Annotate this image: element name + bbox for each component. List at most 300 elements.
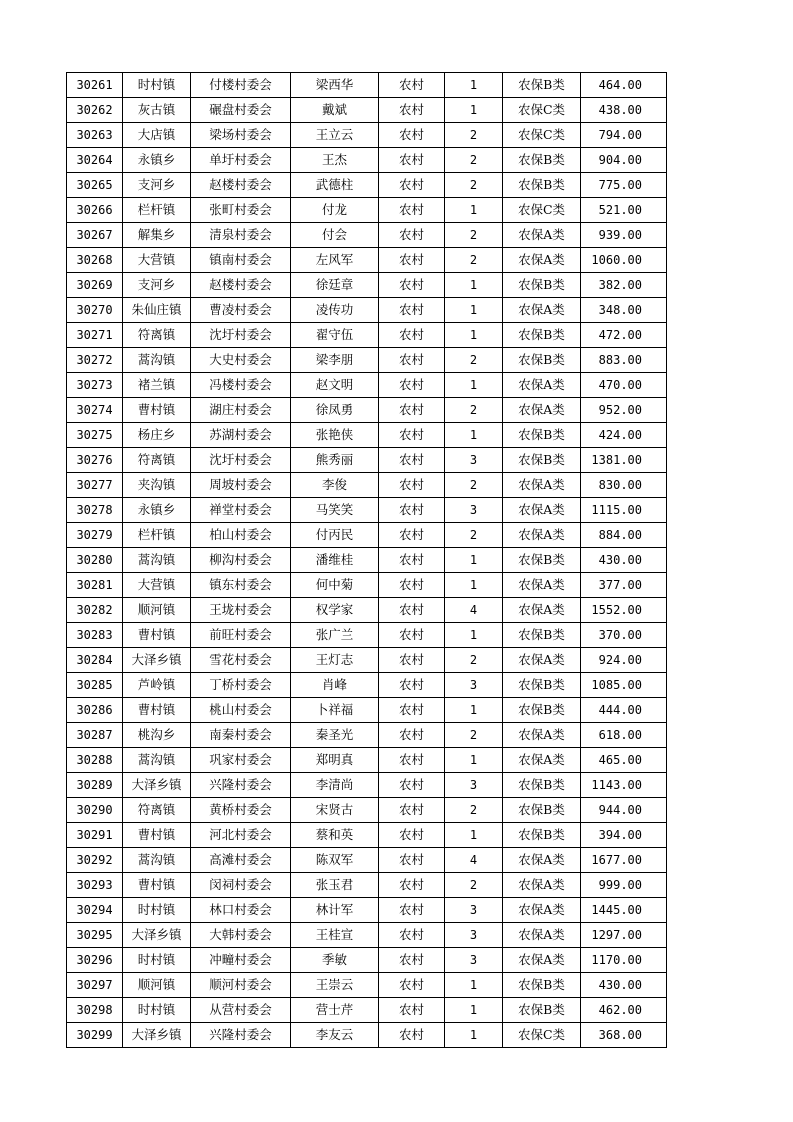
person-name-cell: 郑明真 — [291, 748, 379, 773]
amount-cell: 470.00 — [581, 373, 667, 398]
insurance-category-cell: 农保A类 — [503, 748, 581, 773]
insurance-category-cell: 农保A类 — [503, 948, 581, 973]
record-id-cell: 30271 — [67, 323, 123, 348]
area-type-cell: 农村 — [379, 298, 445, 323]
area-type-cell: 农村 — [379, 73, 445, 98]
household-count-cell: 2 — [445, 873, 503, 898]
township-cell: 时村镇 — [123, 898, 191, 923]
table-row — [67, 1023, 667, 1048]
township-cell: 支河乡 — [123, 273, 191, 298]
table-row — [67, 573, 667, 598]
insurance-category-cell: 农保B类 — [503, 798, 581, 823]
village-committee-cell: 冲疃村委会 — [191, 948, 291, 973]
household-count-cell: 4 — [445, 598, 503, 623]
household-count-cell: 1 — [445, 698, 503, 723]
amount-cell: 521.00 — [581, 198, 667, 223]
township-cell: 支河乡 — [123, 173, 191, 198]
township-cell: 大泽乡镇 — [123, 1023, 191, 1048]
village-committee-cell: 清泉村委会 — [191, 223, 291, 248]
record-id-cell: 30286 — [67, 698, 123, 723]
township-cell: 桃沟乡 — [123, 723, 191, 748]
township-cell: 时村镇 — [123, 73, 191, 98]
amount-cell: 775.00 — [581, 173, 667, 198]
amount-cell: 394.00 — [581, 823, 667, 848]
person-name-cell: 梁西华 — [291, 73, 379, 98]
record-id-cell: 30280 — [67, 548, 123, 573]
area-type-cell: 农村 — [379, 898, 445, 923]
table-row — [67, 723, 667, 748]
amount-cell: 424.00 — [581, 423, 667, 448]
table-row — [67, 273, 667, 298]
insurance-category-cell: 农保C类 — [503, 1023, 581, 1048]
record-id-cell: 30292 — [67, 848, 123, 873]
person-name-cell: 赵文明 — [291, 373, 379, 398]
township-cell: 灰古镇 — [123, 98, 191, 123]
amount-cell: 1115.00 — [581, 498, 667, 523]
insurance-category-cell: 农保A类 — [503, 648, 581, 673]
household-count-cell: 1 — [445, 323, 503, 348]
record-id-cell: 30293 — [67, 873, 123, 898]
table-row — [67, 148, 667, 173]
allowance-table — [66, 72, 667, 1048]
insurance-category-cell: 农保A类 — [503, 398, 581, 423]
village-committee-cell: 闵祠村委会 — [191, 873, 291, 898]
township-cell: 大营镇 — [123, 248, 191, 273]
table-row — [67, 198, 667, 223]
household-count-cell: 1 — [445, 423, 503, 448]
area-type-cell: 农村 — [379, 173, 445, 198]
township-cell: 大泽乡镇 — [123, 923, 191, 948]
village-committee-cell: 南秦村委会 — [191, 723, 291, 748]
person-name-cell: 王灯志 — [291, 648, 379, 673]
household-count-cell: 1 — [445, 623, 503, 648]
township-cell: 时村镇 — [123, 948, 191, 973]
amount-cell: 999.00 — [581, 873, 667, 898]
record-id-cell: 30287 — [67, 723, 123, 748]
insurance-category-cell: 农保A类 — [503, 373, 581, 398]
township-cell: 顺河镇 — [123, 973, 191, 998]
person-name-cell: 张艳侠 — [291, 423, 379, 448]
household-count-cell: 2 — [445, 473, 503, 498]
amount-cell: 382.00 — [581, 273, 667, 298]
table-row — [67, 423, 667, 448]
amount-cell: 884.00 — [581, 523, 667, 548]
area-type-cell: 农村 — [379, 398, 445, 423]
township-cell: 蒿沟镇 — [123, 748, 191, 773]
area-type-cell: 农村 — [379, 373, 445, 398]
household-count-cell: 1 — [445, 548, 503, 573]
person-name-cell: 王立云 — [291, 123, 379, 148]
table-row — [67, 98, 667, 123]
record-id-cell: 30279 — [67, 523, 123, 548]
person-name-cell: 肖峰 — [291, 673, 379, 698]
person-name-cell: 林计军 — [291, 898, 379, 923]
record-id-cell: 30283 — [67, 623, 123, 648]
amount-cell: 1170.00 — [581, 948, 667, 973]
village-committee-cell: 沈圩村委会 — [191, 448, 291, 473]
amount-cell: 370.00 — [581, 623, 667, 648]
table-row — [67, 948, 667, 973]
record-id-cell: 30274 — [67, 398, 123, 423]
area-type-cell: 农村 — [379, 273, 445, 298]
area-type-cell: 农村 — [379, 848, 445, 873]
insurance-category-cell: 农保B类 — [503, 73, 581, 98]
insurance-category-cell: 农保B类 — [503, 673, 581, 698]
household-count-cell: 3 — [445, 898, 503, 923]
insurance-category-cell: 农保B类 — [503, 448, 581, 473]
amount-cell: 1297.00 — [581, 923, 667, 948]
village-committee-cell: 镇东村委会 — [191, 573, 291, 598]
village-committee-cell: 付楼村委会 — [191, 73, 291, 98]
insurance-category-cell: 农保B类 — [503, 973, 581, 998]
table-row — [67, 548, 667, 573]
person-name-cell: 戴斌 — [291, 98, 379, 123]
village-committee-cell: 湖庄村委会 — [191, 398, 291, 423]
insurance-category-cell: 农保B类 — [503, 823, 581, 848]
amount-cell: 904.00 — [581, 148, 667, 173]
record-id-cell: 30291 — [67, 823, 123, 848]
area-type-cell: 农村 — [379, 523, 445, 548]
area-type-cell: 农村 — [379, 223, 445, 248]
area-type-cell: 农村 — [379, 673, 445, 698]
insurance-category-cell: 农保A类 — [503, 898, 581, 923]
area-type-cell: 农村 — [379, 623, 445, 648]
area-type-cell: 农村 — [379, 123, 445, 148]
village-committee-cell: 张町村委会 — [191, 198, 291, 223]
amount-cell: 883.00 — [581, 348, 667, 373]
amount-cell: 462.00 — [581, 998, 667, 1023]
person-name-cell: 付龙 — [291, 198, 379, 223]
person-name-cell: 武德柱 — [291, 173, 379, 198]
household-count-cell: 1 — [445, 998, 503, 1023]
village-committee-cell: 大史村委会 — [191, 348, 291, 373]
village-committee-cell: 苏湖村委会 — [191, 423, 291, 448]
person-name-cell: 季敏 — [291, 948, 379, 973]
table-row — [67, 798, 667, 823]
record-id-cell: 30277 — [67, 473, 123, 498]
township-cell: 栏杆镇 — [123, 198, 191, 223]
insurance-category-cell: 农保A类 — [503, 573, 581, 598]
insurance-category-cell: 农保A类 — [503, 848, 581, 873]
table-row — [67, 648, 667, 673]
insurance-category-cell: 农保B类 — [503, 273, 581, 298]
record-id-cell: 30275 — [67, 423, 123, 448]
area-type-cell: 农村 — [379, 598, 445, 623]
person-name-cell: 徐廷章 — [291, 273, 379, 298]
table-row — [67, 448, 667, 473]
village-committee-cell: 禅堂村委会 — [191, 498, 291, 523]
household-count-cell: 2 — [445, 523, 503, 548]
table-row — [67, 248, 667, 273]
village-committee-cell: 顺河村委会 — [191, 973, 291, 998]
household-count-cell: 2 — [445, 223, 503, 248]
village-committee-cell: 碾盘村委会 — [191, 98, 291, 123]
household-count-cell: 2 — [445, 648, 503, 673]
insurance-category-cell: 农保A类 — [503, 298, 581, 323]
household-count-cell: 1 — [445, 573, 503, 598]
household-count-cell: 3 — [445, 948, 503, 973]
table-row — [67, 323, 667, 348]
household-count-cell: 3 — [445, 498, 503, 523]
person-name-cell: 王桂宣 — [291, 923, 379, 948]
township-cell: 大泽乡镇 — [123, 773, 191, 798]
table-row — [67, 598, 667, 623]
person-name-cell: 马笑笑 — [291, 498, 379, 523]
township-cell: 顺河镇 — [123, 598, 191, 623]
amount-cell: 377.00 — [581, 573, 667, 598]
village-committee-cell: 柏山村委会 — [191, 523, 291, 548]
record-id-cell: 30289 — [67, 773, 123, 798]
amount-cell: 944.00 — [581, 798, 667, 823]
person-name-cell: 李友云 — [291, 1023, 379, 1048]
village-committee-cell: 沈圩村委会 — [191, 323, 291, 348]
household-count-cell: 1 — [445, 73, 503, 98]
household-count-cell: 3 — [445, 673, 503, 698]
amount-cell: 1445.00 — [581, 898, 667, 923]
record-id-cell: 30285 — [67, 673, 123, 698]
amount-cell: 472.00 — [581, 323, 667, 348]
household-count-cell: 2 — [445, 173, 503, 198]
amount-cell: 794.00 — [581, 123, 667, 148]
household-count-cell: 2 — [445, 398, 503, 423]
village-committee-cell: 梁场村委会 — [191, 123, 291, 148]
insurance-category-cell: 农保A类 — [503, 498, 581, 523]
village-committee-cell: 兴隆村委会 — [191, 773, 291, 798]
record-id-cell: 30266 — [67, 198, 123, 223]
record-id-cell: 30284 — [67, 648, 123, 673]
record-id-cell: 30281 — [67, 573, 123, 598]
person-name-cell: 李清尚 — [291, 773, 379, 798]
table-row — [67, 348, 667, 373]
village-committee-cell: 冯楼村委会 — [191, 373, 291, 398]
record-id-cell: 30265 — [67, 173, 123, 198]
household-count-cell: 1 — [445, 973, 503, 998]
person-name-cell: 左风军 — [291, 248, 379, 273]
area-type-cell: 农村 — [379, 198, 445, 223]
area-type-cell: 农村 — [379, 823, 445, 848]
table-row — [67, 398, 667, 423]
insurance-category-cell: 农保C类 — [503, 123, 581, 148]
area-type-cell: 农村 — [379, 423, 445, 448]
table-row — [67, 623, 667, 648]
township-cell: 蒿沟镇 — [123, 348, 191, 373]
household-count-cell: 2 — [445, 148, 503, 173]
township-cell: 曹村镇 — [123, 823, 191, 848]
person-name-cell: 蔡和英 — [291, 823, 379, 848]
area-type-cell: 农村 — [379, 648, 445, 673]
village-committee-cell: 王垅村委会 — [191, 598, 291, 623]
person-name-cell: 熊秀丽 — [291, 448, 379, 473]
record-id-cell: 30269 — [67, 273, 123, 298]
person-name-cell: 凌传功 — [291, 298, 379, 323]
insurance-category-cell: 农保B类 — [503, 773, 581, 798]
household-count-cell: 1 — [445, 198, 503, 223]
household-count-cell: 3 — [445, 448, 503, 473]
table-row — [67, 673, 667, 698]
area-type-cell: 农村 — [379, 873, 445, 898]
household-count-cell: 2 — [445, 798, 503, 823]
household-count-cell: 3 — [445, 923, 503, 948]
area-type-cell: 农村 — [379, 923, 445, 948]
township-cell: 蒿沟镇 — [123, 848, 191, 873]
amount-cell: 348.00 — [581, 298, 667, 323]
record-id-cell: 30288 — [67, 748, 123, 773]
area-type-cell: 农村 — [379, 798, 445, 823]
village-committee-cell: 从营村委会 — [191, 998, 291, 1023]
table-row — [67, 73, 667, 98]
insurance-category-cell: 农保B类 — [503, 548, 581, 573]
village-committee-cell: 镇南村委会 — [191, 248, 291, 273]
record-id-cell: 30263 — [67, 123, 123, 148]
record-id-cell: 30273 — [67, 373, 123, 398]
record-id-cell: 30262 — [67, 98, 123, 123]
record-id-cell: 30297 — [67, 973, 123, 998]
township-cell: 永镇乡 — [123, 498, 191, 523]
township-cell: 符离镇 — [123, 798, 191, 823]
township-cell: 符离镇 — [123, 448, 191, 473]
person-name-cell: 李俊 — [291, 473, 379, 498]
insurance-category-cell: 农保A类 — [503, 923, 581, 948]
amount-cell: 618.00 — [581, 723, 667, 748]
township-cell: 蒿沟镇 — [123, 548, 191, 573]
township-cell: 栏杆镇 — [123, 523, 191, 548]
insurance-category-cell: 农保B类 — [503, 173, 581, 198]
insurance-category-cell: 农保B类 — [503, 998, 581, 1023]
township-cell: 大店镇 — [123, 123, 191, 148]
village-committee-cell: 柳沟村委会 — [191, 548, 291, 573]
person-name-cell: 张广兰 — [291, 623, 379, 648]
household-count-cell: 1 — [445, 823, 503, 848]
table-row — [67, 123, 667, 148]
household-count-cell: 2 — [445, 248, 503, 273]
person-name-cell: 秦圣光 — [291, 723, 379, 748]
township-cell: 曹村镇 — [123, 623, 191, 648]
village-committee-cell: 高滩村委会 — [191, 848, 291, 873]
township-cell: 曹村镇 — [123, 698, 191, 723]
amount-cell: 368.00 — [581, 1023, 667, 1048]
person-name-cell: 宋贤古 — [291, 798, 379, 823]
record-id-cell: 30278 — [67, 498, 123, 523]
village-committee-cell: 巩家村委会 — [191, 748, 291, 773]
insurance-category-cell: 农保C类 — [503, 198, 581, 223]
table-row — [67, 523, 667, 548]
area-type-cell: 农村 — [379, 248, 445, 273]
village-committee-cell: 河北村委会 — [191, 823, 291, 848]
record-id-cell: 30282 — [67, 598, 123, 623]
insurance-category-cell: 农保B类 — [503, 623, 581, 648]
amount-cell: 1143.00 — [581, 773, 667, 798]
record-id-cell: 30276 — [67, 448, 123, 473]
table-row — [67, 373, 667, 398]
area-type-cell: 农村 — [379, 323, 445, 348]
township-cell: 时村镇 — [123, 998, 191, 1023]
person-name-cell: 梁李朋 — [291, 348, 379, 373]
table-row — [67, 923, 667, 948]
amount-cell: 924.00 — [581, 648, 667, 673]
amount-cell: 1060.00 — [581, 248, 667, 273]
table-row — [67, 848, 667, 873]
village-committee-cell: 大韩村委会 — [191, 923, 291, 948]
record-id-cell: 30272 — [67, 348, 123, 373]
township-cell: 朱仙庄镇 — [123, 298, 191, 323]
amount-cell: 830.00 — [581, 473, 667, 498]
household-count-cell: 2 — [445, 348, 503, 373]
person-name-cell: 营士芹 — [291, 998, 379, 1023]
village-committee-cell: 雪花村委会 — [191, 648, 291, 673]
township-cell: 大泽乡镇 — [123, 648, 191, 673]
table-row — [67, 173, 667, 198]
table-row — [67, 298, 667, 323]
amount-cell: 444.00 — [581, 698, 667, 723]
township-cell: 杨庄乡 — [123, 423, 191, 448]
area-type-cell: 农村 — [379, 573, 445, 598]
household-count-cell: 1 — [445, 1023, 503, 1048]
village-committee-cell: 单圩村委会 — [191, 148, 291, 173]
amount-cell: 464.00 — [581, 73, 667, 98]
township-cell: 永镇乡 — [123, 148, 191, 173]
village-committee-cell: 林口村委会 — [191, 898, 291, 923]
person-name-cell: 权学家 — [291, 598, 379, 623]
insurance-category-cell: 农保B类 — [503, 348, 581, 373]
village-committee-cell: 黄桥村委会 — [191, 798, 291, 823]
amount-cell: 430.00 — [581, 548, 667, 573]
amount-cell: 1677.00 — [581, 848, 667, 873]
record-id-cell: 30290 — [67, 798, 123, 823]
table-row — [67, 998, 667, 1023]
area-type-cell: 农村 — [379, 98, 445, 123]
table-row — [67, 773, 667, 798]
insurance-category-cell: 农保A类 — [503, 723, 581, 748]
township-cell: 曹村镇 — [123, 398, 191, 423]
village-committee-cell: 前旺村委会 — [191, 623, 291, 648]
household-count-cell: 1 — [445, 298, 503, 323]
table-row — [67, 223, 667, 248]
table-row — [67, 898, 667, 923]
table-row — [67, 748, 667, 773]
area-type-cell: 农村 — [379, 348, 445, 373]
village-committee-cell: 曹凌村委会 — [191, 298, 291, 323]
insurance-category-cell: 农保A类 — [503, 523, 581, 548]
insurance-category-cell: 农保A类 — [503, 598, 581, 623]
person-name-cell: 王杰 — [291, 148, 379, 173]
township-cell: 符离镇 — [123, 323, 191, 348]
record-id-cell: 30267 — [67, 223, 123, 248]
township-cell: 解集乡 — [123, 223, 191, 248]
village-committee-cell: 桃山村委会 — [191, 698, 291, 723]
township-cell: 芦岭镇 — [123, 673, 191, 698]
insurance-category-cell: 农保B类 — [503, 698, 581, 723]
record-id-cell: 30261 — [67, 73, 123, 98]
person-name-cell: 何中菊 — [291, 573, 379, 598]
amount-cell: 1085.00 — [581, 673, 667, 698]
household-count-cell: 2 — [445, 123, 503, 148]
insurance-category-cell: 农保A类 — [503, 248, 581, 273]
insurance-category-cell: 农保B类 — [503, 148, 581, 173]
township-cell: 大营镇 — [123, 573, 191, 598]
household-count-cell: 3 — [445, 773, 503, 798]
area-type-cell: 农村 — [379, 773, 445, 798]
insurance-category-cell: 农保C类 — [503, 98, 581, 123]
person-name-cell: 陈双军 — [291, 848, 379, 873]
area-type-cell: 农村 — [379, 148, 445, 173]
insurance-category-cell: 农保A类 — [503, 873, 581, 898]
amount-cell: 1381.00 — [581, 448, 667, 473]
amount-cell: 430.00 — [581, 973, 667, 998]
person-name-cell: 张玉君 — [291, 873, 379, 898]
table-row — [67, 973, 667, 998]
record-id-cell: 30264 — [67, 148, 123, 173]
person-name-cell: 翟守伍 — [291, 323, 379, 348]
